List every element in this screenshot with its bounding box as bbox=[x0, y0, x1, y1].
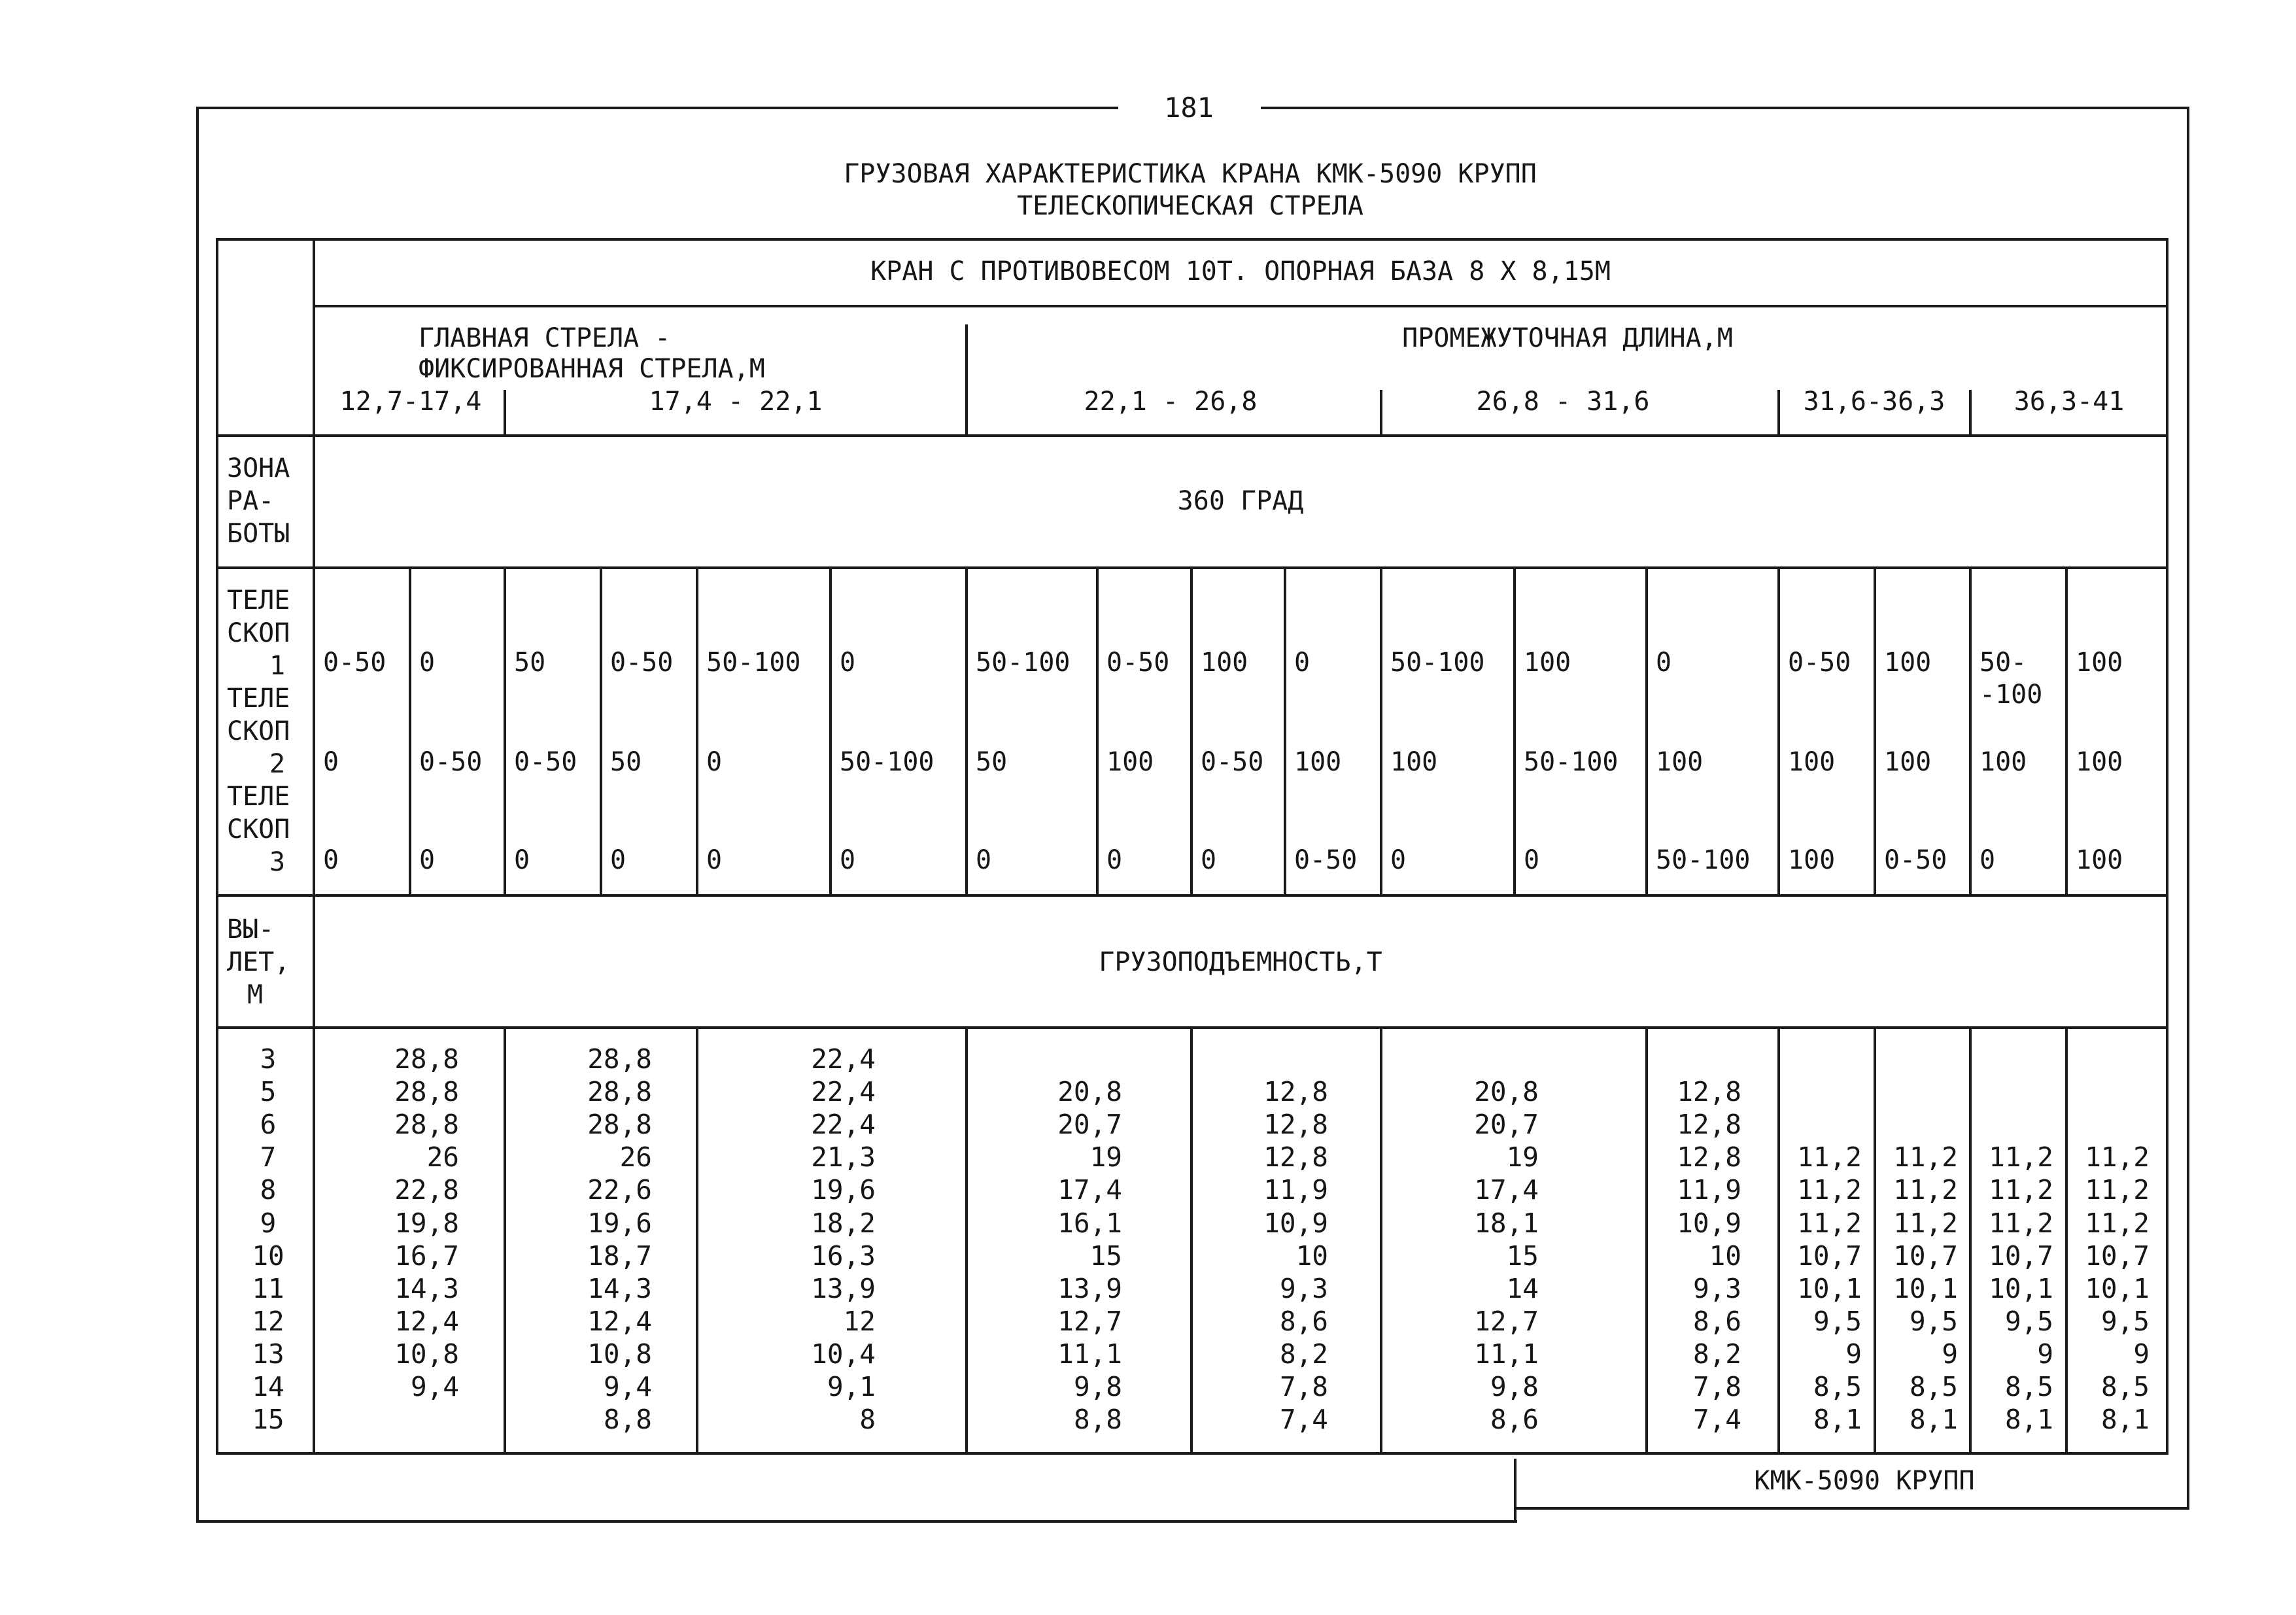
reach-value: 8 bbox=[260, 1174, 277, 1206]
load-cell: 11,1 bbox=[1057, 1338, 1122, 1370]
load-cell: 10,7 bbox=[1893, 1240, 1958, 1272]
load-cell: 20,7 bbox=[1474, 1109, 1539, 1140]
load-cell: 21,3 bbox=[811, 1141, 876, 1173]
load-cell: 9,4 bbox=[603, 1371, 652, 1402]
range-label: 22,1 - 26,8 bbox=[1084, 387, 1258, 417]
telescope-3-value: 100 bbox=[1788, 845, 1836, 875]
telescope-col-divider bbox=[1645, 566, 1648, 897]
load-cell: 9 bbox=[1845, 1338, 1862, 1370]
load-cell: 10,1 bbox=[1797, 1273, 1862, 1304]
load-col-divider bbox=[965, 1026, 968, 1455]
telescope-3-value: 50-100 bbox=[1656, 845, 1751, 875]
load-cell: 18,1 bbox=[1474, 1207, 1539, 1239]
telescope-3-value: 0 bbox=[1390, 845, 1407, 875]
load-cell: 16,3 bbox=[811, 1240, 876, 1272]
reach-value: 6 bbox=[260, 1109, 277, 1140]
telescope-col-divider bbox=[504, 566, 506, 897]
reach-label: ВЫ- bbox=[227, 914, 275, 945]
load-cell: 11,2 bbox=[1797, 1207, 1862, 1239]
zone-label: ЗОНА bbox=[227, 453, 290, 483]
telescope-2-value: 50 bbox=[976, 747, 1008, 777]
reach-value: 3 bbox=[260, 1043, 277, 1075]
telescope-3-value: 0-50 bbox=[1884, 845, 1947, 875]
telescope-1-value: 0-50 bbox=[323, 648, 386, 678]
load-cell: 18,2 bbox=[811, 1207, 876, 1239]
load-cell: 22,6 bbox=[587, 1174, 652, 1206]
zone-value: 360 ГРАД bbox=[1177, 486, 1304, 516]
telescope-2-value: 0-50 bbox=[514, 747, 577, 777]
header-divider-main bbox=[965, 324, 968, 437]
telescope-2-value: 100 bbox=[1979, 747, 2027, 777]
load-col-divider bbox=[1190, 1026, 1193, 1455]
telescope-col-divider bbox=[1190, 566, 1193, 897]
load-cell: 22,4 bbox=[811, 1109, 876, 1140]
telescope-2-value: 100 bbox=[1656, 747, 1704, 777]
capacity-label: ГРУЗОПОДЪЕМНОСТЬ,Т bbox=[1099, 947, 1382, 977]
telescope-3-value: 0 bbox=[1201, 845, 1217, 875]
load-cell: 12,7 bbox=[1057, 1306, 1122, 1337]
load-cell: 14,3 bbox=[394, 1273, 459, 1304]
load-cell: 11,2 bbox=[1989, 1141, 2053, 1173]
load-cell: 11,2 bbox=[1893, 1207, 1958, 1239]
load-cell: 8,1 bbox=[2004, 1404, 2053, 1435]
telescope-col-divider bbox=[696, 566, 698, 897]
load-cell: 28,8 bbox=[587, 1076, 652, 1107]
telescope-col-divider bbox=[1777, 566, 1780, 897]
load-cell: 11,9 bbox=[1677, 1174, 1741, 1206]
telescope-3-value: 0-50 bbox=[1294, 845, 1358, 875]
telescope-1-value: 100 bbox=[1884, 648, 1932, 678]
load-cell: 10,9 bbox=[1677, 1207, 1741, 1239]
load-col-divider bbox=[2065, 1026, 2068, 1455]
load-cell: 10,1 bbox=[1893, 1273, 1958, 1304]
telescope-col-divider bbox=[1380, 566, 1382, 897]
load-cell: 9 bbox=[1942, 1338, 1958, 1370]
load-cell: 22,4 bbox=[811, 1043, 876, 1075]
reach-value: 14 bbox=[252, 1371, 284, 1402]
load-cell: 18,7 bbox=[587, 1240, 652, 1272]
load-cell: 11,2 bbox=[1893, 1174, 1958, 1206]
load-cell: 20,7 bbox=[1057, 1109, 1122, 1140]
load-cell: 11,2 bbox=[2085, 1207, 2150, 1239]
telescope-1-value: 0 bbox=[840, 648, 856, 678]
load-cell: 15 bbox=[1089, 1240, 1122, 1272]
load-cell: 8,5 bbox=[1813, 1371, 1862, 1402]
telescope-col-divider bbox=[1874, 566, 1876, 897]
telescope-col-divider bbox=[829, 566, 832, 897]
telescope-label: СКОП bbox=[227, 716, 290, 746]
load-cell: 28,8 bbox=[587, 1109, 652, 1140]
load-cell: 11,2 bbox=[1797, 1141, 1862, 1173]
load-col-divider bbox=[504, 1026, 506, 1455]
load-cell: 10,8 bbox=[587, 1338, 652, 1370]
reach-value: 13 bbox=[252, 1338, 284, 1370]
load-cell: 26 bbox=[619, 1141, 652, 1173]
telescope-label: 3 bbox=[269, 847, 286, 877]
load-cell: 26 bbox=[426, 1141, 459, 1173]
telescope-1-value: 50 bbox=[514, 648, 546, 678]
telescope-col-divider bbox=[409, 566, 411, 897]
footer-divider bbox=[1514, 1459, 1516, 1523]
load-cell: 10,7 bbox=[2085, 1240, 2150, 1272]
telescope-3-value: 100 bbox=[2076, 845, 2123, 875]
telescope-label: 1 bbox=[269, 651, 286, 681]
load-cell: 9,1 bbox=[827, 1371, 876, 1402]
load-cell: 9,8 bbox=[1073, 1371, 1122, 1402]
zone-label: РА- bbox=[227, 486, 275, 516]
load-cell: 11,2 bbox=[1797, 1174, 1862, 1206]
load-cell: 9,4 bbox=[410, 1371, 459, 1402]
reach-value: 11 bbox=[252, 1273, 284, 1304]
load-cell: 11,1 bbox=[1474, 1338, 1539, 1370]
telescope-3-value: 0 bbox=[1106, 845, 1123, 875]
load-cell: 10 bbox=[1709, 1240, 1741, 1272]
load-cell: 11,2 bbox=[2085, 1174, 2150, 1206]
footer-label: КМК-5090 КРУПП bbox=[1754, 1466, 1975, 1496]
telescope-label: ТЕЛЕ bbox=[227, 684, 290, 714]
load-cell: 8 bbox=[859, 1404, 876, 1435]
load-col-divider bbox=[1874, 1026, 1876, 1455]
load-cell: 12,8 bbox=[1677, 1109, 1741, 1140]
telescope-1-value: 0-50 bbox=[610, 648, 674, 678]
telescope-2-value: 100 bbox=[1884, 747, 1932, 777]
load-cell: 8,6 bbox=[1490, 1404, 1539, 1435]
title-line-1: ГРУЗОВАЯ ХАРАКТЕРИСТИКА КРАНА КМК-5090 КРУПП bbox=[844, 159, 1537, 189]
load-cell: 28,8 bbox=[394, 1043, 459, 1075]
load-cell: 8,6 bbox=[1692, 1306, 1741, 1337]
load-cell: 12,8 bbox=[1263, 1141, 1328, 1173]
load-col-divider bbox=[1777, 1026, 1780, 1455]
load-cell: 9,5 bbox=[2004, 1306, 2053, 1337]
load-cell: 10,1 bbox=[2085, 1273, 2150, 1304]
reach-value: 10 bbox=[252, 1240, 284, 1272]
load-cell: 11,2 bbox=[1989, 1207, 2053, 1239]
telescope-3-value: 0 bbox=[1979, 845, 1996, 875]
range-label: 17,4 - 22,1 bbox=[649, 387, 823, 417]
load-cell: 19,8 bbox=[394, 1207, 459, 1239]
load-cell: 10,8 bbox=[394, 1338, 459, 1370]
load-cell: 10,1 bbox=[1989, 1273, 2053, 1304]
load-cell: 12,8 bbox=[1677, 1076, 1741, 1107]
load-cell: 8,5 bbox=[2004, 1371, 2053, 1402]
load-cell: 12,7 bbox=[1474, 1306, 1539, 1337]
load-cell: 8,2 bbox=[1692, 1338, 1741, 1370]
header-bottom-separator bbox=[216, 434, 2168, 437]
telescope-1-value: 0 bbox=[419, 648, 436, 678]
load-cell: 17,4 bbox=[1057, 1174, 1122, 1206]
load-cell: 28,8 bbox=[394, 1109, 459, 1140]
load-cell: 11,2 bbox=[1989, 1174, 2053, 1206]
load-cell: 19 bbox=[1506, 1141, 1539, 1173]
load-cell: 16,1 bbox=[1057, 1207, 1122, 1239]
load-cell: 19,6 bbox=[587, 1207, 652, 1239]
load-cell: 12,4 bbox=[587, 1306, 652, 1337]
load-cell: 8,1 bbox=[2100, 1404, 2150, 1435]
load-cell: 28,8 bbox=[394, 1076, 459, 1107]
load-cell: 9,5 bbox=[2100, 1306, 2150, 1337]
load-cell: 22,4 bbox=[811, 1076, 876, 1107]
load-cell: 14,3 bbox=[587, 1273, 652, 1304]
telescope-3-value: 0 bbox=[840, 845, 856, 875]
load-cell: 19 bbox=[1089, 1141, 1122, 1173]
telescope-1-value: 100 bbox=[1201, 648, 1248, 678]
frame-left bbox=[196, 107, 199, 1523]
load-cell: 12,4 bbox=[394, 1306, 459, 1337]
load-cell: 9,3 bbox=[1279, 1273, 1328, 1304]
range-label: 36,3-41 bbox=[2013, 387, 2125, 417]
load-cell: 12 bbox=[843, 1306, 876, 1337]
load-cell: 8,6 bbox=[1279, 1306, 1328, 1337]
zone-label: БОТЫ bbox=[227, 519, 290, 549]
frame-bottom bbox=[196, 1520, 1517, 1523]
load-cell: 19,6 bbox=[811, 1174, 876, 1206]
telescope-2-value: 50-100 bbox=[840, 747, 934, 777]
reach-label: М bbox=[247, 980, 264, 1010]
telescope-2-value: 50-100 bbox=[1524, 747, 1619, 777]
load-cell: 10,9 bbox=[1263, 1207, 1328, 1239]
load-cell: 16,7 bbox=[394, 1240, 459, 1272]
telescope-2-value: 100 bbox=[2076, 747, 2123, 777]
telescope-2-value: 100 bbox=[1788, 747, 1836, 777]
label-column-divider bbox=[313, 238, 315, 1455]
range-label: 12,7-17,4 bbox=[339, 387, 482, 417]
frame-top-left bbox=[196, 107, 1118, 109]
table-right bbox=[2166, 238, 2168, 1455]
telescope-2-value: 100 bbox=[1390, 747, 1438, 777]
load-cell: 10,4 bbox=[811, 1338, 876, 1370]
header-main-line-2: ФИКСИРОВАННАЯ СТРЕЛА,М bbox=[419, 354, 765, 384]
frame-bottom-right bbox=[1515, 1507, 2189, 1510]
telescope-3-value: 0 bbox=[976, 845, 992, 875]
range-label: 26,8 - 31,6 bbox=[1476, 387, 1650, 417]
load-col-divider bbox=[1645, 1026, 1648, 1455]
load-cell: 10,7 bbox=[1797, 1240, 1862, 1272]
telescope-1-value: 100 bbox=[1524, 648, 1571, 678]
load-cell: 8,8 bbox=[1073, 1404, 1122, 1435]
reach-value: 7 bbox=[260, 1141, 277, 1173]
telescope-label: СКОП bbox=[227, 814, 290, 844]
load-cell: 8,8 bbox=[603, 1404, 652, 1435]
load-cell: 7,8 bbox=[1692, 1371, 1741, 1402]
telescope-label: ТЕЛЕ bbox=[227, 585, 290, 616]
load-cell: 12,8 bbox=[1677, 1141, 1741, 1173]
load-cell: 8,5 bbox=[2100, 1371, 2150, 1402]
load-cell: 11,9 bbox=[1263, 1174, 1328, 1206]
load-cell: 7,8 bbox=[1279, 1371, 1328, 1402]
load-cell: 9 bbox=[2133, 1338, 2150, 1370]
telescope-col-divider bbox=[1969, 566, 1972, 897]
telescope-2-value: 0 bbox=[706, 747, 723, 777]
load-col-divider bbox=[1380, 1026, 1382, 1455]
page-number: 181 bbox=[1164, 92, 1214, 124]
frame-top-right bbox=[1261, 107, 2189, 109]
load-cell: 17,4 bbox=[1474, 1174, 1539, 1206]
load-cell: 8,2 bbox=[1279, 1338, 1328, 1370]
telescope-col-divider bbox=[2065, 566, 2068, 897]
telescope-3-value: 0 bbox=[419, 845, 436, 875]
telescope-1-value: 0 bbox=[1294, 648, 1311, 678]
range-label: 31,6-36,3 bbox=[1803, 387, 1945, 417]
telescope-1-value: 0-50 bbox=[1106, 648, 1170, 678]
header-divider-range-4 bbox=[1777, 390, 1780, 437]
telescope-1-value: 50-100 bbox=[706, 648, 801, 678]
telescope-label: ТЕЛЕ bbox=[227, 782, 290, 812]
telescope-1-value: 50-100 bbox=[1390, 648, 1485, 678]
load-cell: 12,8 bbox=[1263, 1076, 1328, 1107]
telescope-1-value: 0-50 bbox=[1788, 648, 1851, 678]
telescope-3-value: 0 bbox=[610, 845, 626, 875]
header-top: КРАН С ПРОТИВОВЕСОМ 10Т. ОПОРНАЯ БАЗА 8 Х 8,15М bbox=[870, 256, 1611, 287]
telescope-1-value: 50- bbox=[1979, 648, 2027, 678]
telescope-2-value: 100 bbox=[1106, 747, 1154, 777]
load-cell: 9 bbox=[2037, 1338, 2053, 1370]
reach-value: 15 bbox=[252, 1404, 284, 1435]
table-left bbox=[216, 238, 218, 1455]
telescope-col-divider bbox=[1284, 566, 1286, 897]
load-cell: 12,8 bbox=[1263, 1109, 1328, 1140]
telescope-3-value: 0 bbox=[706, 845, 723, 875]
header-divider-range-1 bbox=[504, 390, 506, 437]
reach-label: ЛЕТ, bbox=[227, 947, 290, 977]
telescope-1-value: 0 bbox=[1656, 648, 1672, 678]
load-col-divider bbox=[1969, 1026, 1972, 1455]
load-cell: 14 bbox=[1506, 1273, 1539, 1304]
telescope-2-value: 0 bbox=[323, 747, 339, 777]
telescope-col-divider bbox=[965, 566, 968, 897]
load-cell: 20,8 bbox=[1474, 1076, 1539, 1107]
telescope-label: 2 bbox=[269, 749, 286, 779]
load-col-divider bbox=[696, 1026, 698, 1455]
table-top bbox=[216, 238, 2168, 241]
load-cell: 13,9 bbox=[811, 1273, 876, 1304]
telescope-label: СКОП bbox=[227, 618, 290, 648]
telescope-1-value-extra: -100 bbox=[1979, 680, 2043, 710]
telescope-col-divider bbox=[1096, 566, 1099, 897]
header-intermediate: ПРОМЕЖУТОЧНАЯ ДЛИНА,М bbox=[1402, 323, 1733, 353]
telescope-col-divider bbox=[1513, 566, 1516, 897]
load-cell: 13,9 bbox=[1057, 1273, 1122, 1304]
load-cell: 8,5 bbox=[1909, 1371, 1958, 1402]
telescope-3-value: 0 bbox=[514, 845, 530, 875]
telescope-3-value: 0 bbox=[323, 845, 339, 875]
load-cell: 9,8 bbox=[1490, 1371, 1539, 1402]
load-cell: 8,1 bbox=[1813, 1404, 1862, 1435]
load-cell: 15 bbox=[1506, 1240, 1539, 1272]
header-main-line-1: ГЛАВНАЯ СТРЕЛА - bbox=[419, 323, 671, 353]
load-cell: 9,5 bbox=[1909, 1306, 1958, 1337]
load-cell: 10 bbox=[1295, 1240, 1328, 1272]
load-cell: 9,5 bbox=[1813, 1306, 1862, 1337]
reach-value: 5 bbox=[260, 1076, 277, 1107]
telescope-2-value: 0-50 bbox=[419, 747, 483, 777]
load-cell: 10,7 bbox=[1989, 1240, 2053, 1272]
load-cell: 7,4 bbox=[1692, 1404, 1741, 1435]
telescope-2-value: 100 bbox=[1294, 747, 1342, 777]
header-top-separator bbox=[313, 305, 2168, 307]
load-cell: 22,8 bbox=[394, 1174, 459, 1206]
load-cell: 8,1 bbox=[1909, 1404, 1958, 1435]
telescope-col-divider bbox=[600, 566, 602, 897]
load-cell: 11,2 bbox=[1893, 1141, 1958, 1173]
load-cell: 7,4 bbox=[1279, 1404, 1328, 1435]
reach-value: 12 bbox=[252, 1306, 284, 1337]
title-line-2: ТЕЛЕСКОПИЧЕСКАЯ СТРЕЛА bbox=[1017, 191, 1363, 221]
frame-right bbox=[2187, 107, 2189, 1510]
header-divider-range-3 bbox=[1380, 390, 1382, 437]
load-cell: 20,8 bbox=[1057, 1076, 1122, 1107]
header-divider-range-5 bbox=[1969, 390, 1972, 437]
telescope-1-value: 50-100 bbox=[976, 648, 1071, 678]
telescope-2-value: 0-50 bbox=[1201, 747, 1264, 777]
load-cell: 28,8 bbox=[587, 1043, 652, 1075]
telescope-2-value: 50 bbox=[610, 747, 642, 777]
load-cell: 9,3 bbox=[1692, 1273, 1741, 1304]
telescope-3-value: 0 bbox=[1524, 845, 1540, 875]
load-cell: 11,2 bbox=[2085, 1141, 2150, 1173]
reach-value: 9 bbox=[260, 1207, 277, 1239]
telescope-1-value: 100 bbox=[2076, 648, 2123, 678]
